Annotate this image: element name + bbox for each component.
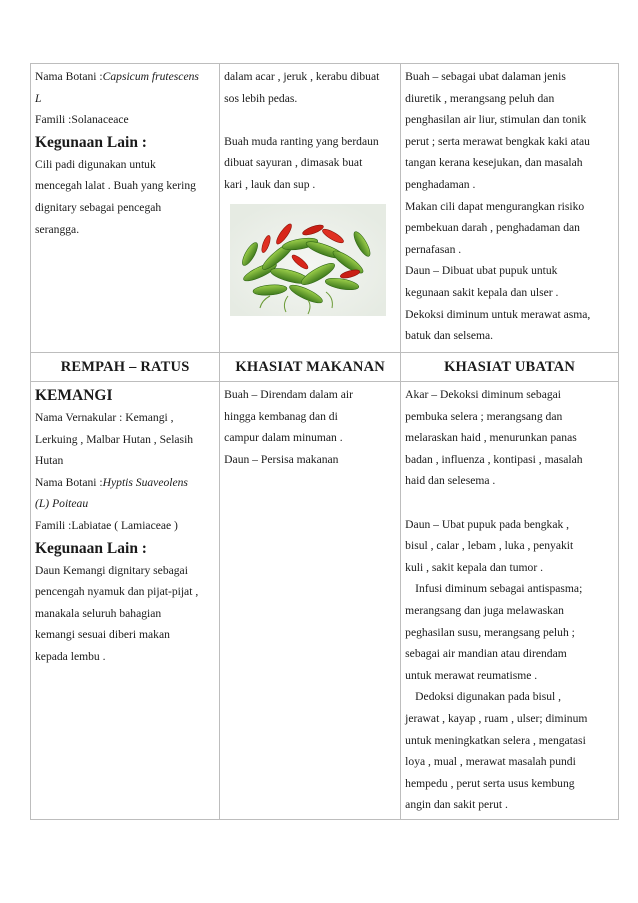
ubatan-line: loya , mual , merawat masalah pundi (405, 755, 576, 769)
vernakular-line: Hutan (35, 454, 64, 468)
makanan-line: hingga kembanag dan di (224, 409, 338, 423)
ubatan-line: Buah – sebagai ubat dalaman jenis (405, 70, 566, 83)
ubatan-line: badan , influenza , kontipasi , masalah (405, 452, 583, 466)
kegunaan-line: Daun Kemangi dignitary sebagai (35, 563, 188, 577)
header-rempah-ratus: REMPAH – RATUS (31, 353, 220, 382)
makanan-line: Buah muda ranting yang berdaun (224, 134, 379, 148)
nama-botani-value-cont: (L) Poiteau (35, 497, 89, 511)
ubatan-line: pembekuan darah , penghadaman dan (405, 221, 580, 235)
makanan-line: kari , lauk dan sup . (224, 177, 316, 191)
kegunaan-line: serangga. (35, 222, 80, 236)
herb-table (30, 63, 619, 820)
ubatan-line: jerawat , kayap , ruam , ulser; diminum (405, 711, 588, 725)
cell-cili-ubatan (401, 64, 619, 353)
ubatan-line: penghadaman . (405, 177, 476, 191)
ubatan-line: Akar – Dekoksi diminum sebagai (405, 388, 562, 401)
ubatan-line: haid dan selesema . (405, 474, 496, 488)
makanan-line: sos lebih pedas. (224, 91, 298, 105)
chili-photo (230, 204, 386, 316)
nama-botani-line (35, 472, 215, 494)
ubatan-line: Daun – Ubat pupuk pada bengkak , (405, 517, 570, 531)
ubatan-line: penghasilan air liur, stimulan dan tonik (405, 113, 587, 127)
nama-botani-value: Hyptis Suaveolens (102, 475, 188, 489)
makanan-line: dibuat sayuran , dimasak buat (224, 156, 363, 170)
kegunaan-line: mencegah lalat . Buah yang kering (35, 179, 196, 193)
kegunaan-line: pencengah nyamuk dan pijat-pijat , (35, 585, 199, 599)
header-khasiat-ubatan: KHASIAT UBATAN (401, 353, 619, 382)
ubatan-line: Dedoksi digunakan pada bisul , (415, 690, 562, 704)
herb-title: KEMANGI (35, 387, 113, 404)
kegunaan-line: manakala seluruh bahagian (35, 606, 162, 620)
ubatan-line: kegunaan sakit kepala dan ulser . (405, 285, 559, 299)
makanan-line: campur dalam minuman . (224, 431, 343, 445)
ubatan-line: perut ; serta merawat bengkak kaki atau (405, 134, 590, 148)
cell-cili-rempah (31, 64, 220, 353)
vernakular-line: Lerkuing , Malbar Hutan , Selasih (35, 432, 194, 446)
kegunaan-line: dignitary sebagai pencegah (35, 200, 162, 214)
ubatan-line: peghasilan susu, merangsang peluh ; (405, 625, 575, 639)
ubatan-line: melaraskan haid , menurunkan panas (405, 431, 577, 445)
table-row-kemangi (31, 382, 619, 820)
ubatan-line: merangsang dan juga melawaskan (405, 603, 564, 617)
kegunaan-line: Cili padi digunakan untuk (35, 157, 156, 171)
kegunaan-lain-title: Kegunaan Lain : (35, 133, 147, 151)
makanan-line: Buah – Direndam dalam air (224, 388, 353, 401)
cell-kemangi-rempah (31, 382, 220, 820)
ubatan-line: batuk dan selsema. (405, 329, 494, 343)
cell-kemangi-ubatan (401, 382, 619, 820)
nama-botani-value: Capsicum frutescens (102, 70, 199, 83)
famili-text: Famili :Solanaceace (35, 113, 129, 127)
ubatan-line: untuk merawat reumatisme . (405, 668, 538, 682)
kegunaan-line: kepada lembu . (35, 649, 106, 663)
spacer (405, 492, 614, 514)
ubatan-line: kuli , sakit kepala dan tumor . (405, 560, 543, 574)
cell-cili-makanan (220, 64, 401, 353)
nama-botani-line (35, 66, 215, 88)
ubatan-line: angin dan sakit perut . (405, 798, 508, 812)
famili-text: Famili :Labiatae ( Lamiaceae ) (35, 518, 178, 532)
ubatan-line: Daun – Dibuat ubat pupuk untuk (405, 264, 558, 278)
ubatan-line: Makan cili dapat mengurangkan risiko (405, 199, 585, 213)
nama-botani-label: Nama Botani : (35, 475, 103, 489)
ubatan-line: sebagai air mandian atau direndam (405, 647, 567, 661)
cell-kemangi-makanan (220, 382, 401, 820)
ubatan-line: untuk meningkatkan selera , mengatasi (405, 733, 586, 747)
spacer (224, 109, 396, 131)
ubatan-line: diuretik , merangsang peluh dan (405, 91, 555, 105)
ubatan-line: pembuka selera ; merangsang dan (405, 409, 563, 423)
makanan-line: dalam acar , jeruk , kerabu dibuat (224, 70, 380, 83)
ubatan-line: tangan kerana kesejukan, dan masalah (405, 156, 583, 170)
nama-botani-value-cont: L (35, 91, 42, 105)
ubatan-line: bisul , calar , lebam , luka , penyakit (405, 539, 574, 553)
ubatan-line: pernafasan . (405, 242, 462, 256)
ubatan-line: Dekoksi diminum untuk merawat asma, (405, 307, 591, 321)
makanan-line: Daun – Persisa makanan (224, 452, 339, 466)
nama-botani-label: Nama Botani : (35, 70, 103, 83)
ubatan-line: hempedu , perut serta usus kembung (405, 776, 575, 790)
ubatan-line: Infusi diminum sebagai antispasma; (415, 582, 583, 596)
table-row-cili (31, 64, 619, 353)
table-header-row (31, 353, 619, 382)
kegunaan-lain-title: Kegunaan Lain : (35, 539, 147, 557)
vernakular-line: Nama Vernakular : Kemangi , (35, 411, 174, 424)
kegunaan-line: kemangi sesuai diberi makan (35, 628, 170, 642)
header-khasiat-makanan: KHASIAT MAKANAN (220, 353, 401, 382)
